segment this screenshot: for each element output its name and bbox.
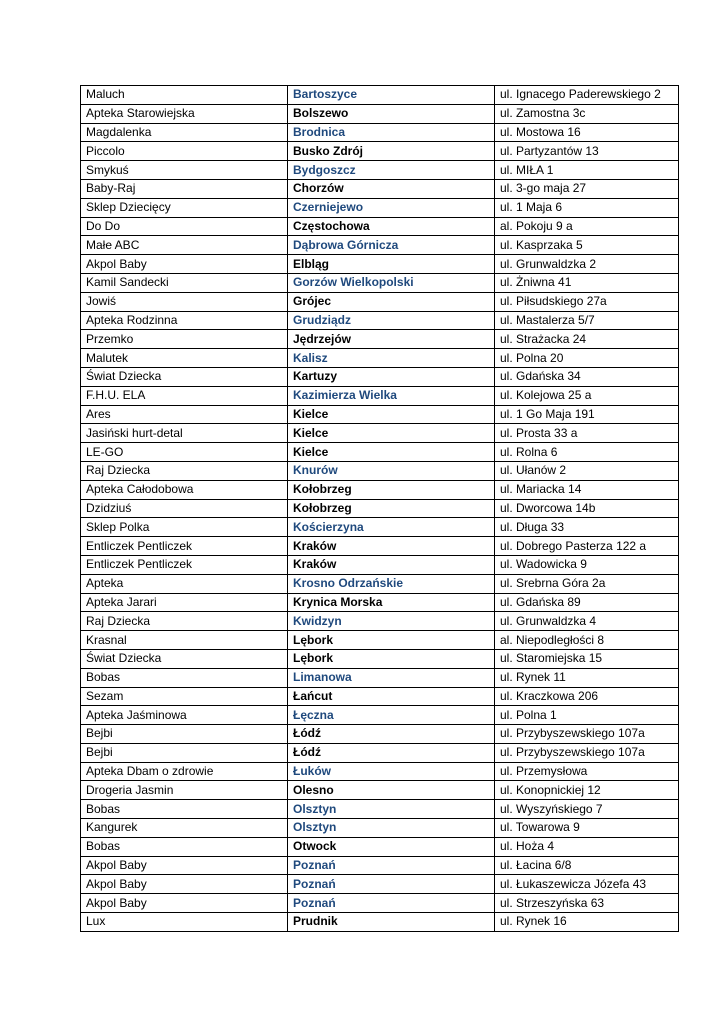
store-name-cell: Lux: [81, 913, 288, 932]
table-row: [81, 142, 679, 161]
store-name-cell: Apteka Dbam o zdrowie: [81, 762, 288, 781]
address-cell: ul. Strażacka 24: [495, 330, 679, 349]
address-cell: ul. Grunwaldzka 2: [495, 255, 679, 274]
address-cell: ul. Polna 20: [495, 349, 679, 368]
store-name-cell: Akpol Baby: [81, 894, 288, 913]
table-row: [81, 913, 679, 932]
table-row: [81, 499, 679, 518]
table-row: [81, 518, 679, 537]
address-cell: ul. Rolna 6: [495, 443, 679, 462]
city-cell: Olsztyn: [288, 819, 495, 838]
city-cell: Grudziądz: [288, 311, 495, 330]
store-name-cell: Akpol Baby: [81, 255, 288, 274]
store-name-cell: Akpol Baby: [81, 875, 288, 894]
store-name-cell: Kangurek: [81, 819, 288, 838]
city-cell: Brodnica: [288, 123, 495, 142]
address-cell: ul. Łukaszewicza Józefa 43: [495, 875, 679, 894]
store-name-cell: LE-GO: [81, 443, 288, 462]
address-cell: ul. Ignacego Paderewskiego 2: [495, 86, 679, 105]
city-cell: Łańcut: [288, 687, 495, 706]
address-cell: ul. Kasprzaka 5: [495, 236, 679, 255]
city-cell: Kielce: [288, 405, 495, 424]
store-name-cell: Raj Dziecka: [81, 461, 288, 480]
city-cell: Łuków: [288, 762, 495, 781]
city-cell: Łęczna: [288, 706, 495, 725]
store-name-cell: Ares: [81, 405, 288, 424]
address-cell: ul. Prosta 33 a: [495, 424, 679, 443]
city-cell: Poznań: [288, 856, 495, 875]
table-row: [81, 837, 679, 856]
table-row: [81, 330, 679, 349]
store-name-cell: Jasiński hurt-detal: [81, 424, 288, 443]
address-cell: ul. Partyzantów 13: [495, 142, 679, 161]
address-cell: ul. Żniwna 41: [495, 273, 679, 292]
city-cell: Kartuzy: [288, 367, 495, 386]
store-name-cell: Kamil Sandecki: [81, 273, 288, 292]
address-cell: ul. Długa 33: [495, 518, 679, 537]
store-name-cell: Krasnal: [81, 631, 288, 650]
city-cell: Otwock: [288, 837, 495, 856]
table-row: [81, 894, 679, 913]
address-cell: ul. Przemysłowa: [495, 762, 679, 781]
store-name-cell: Do Do: [81, 217, 288, 236]
store-table: [80, 85, 679, 932]
store-name-cell: Sklep Polka: [81, 518, 288, 537]
store-name-cell: Apteka Jaśminowa: [81, 706, 288, 725]
address-cell: al. Pokoju 9 a: [495, 217, 679, 236]
store-name-cell: Dzidziuś: [81, 499, 288, 518]
table-row: [81, 349, 679, 368]
address-cell: ul. Polna 1: [495, 706, 679, 725]
city-cell: Łódź: [288, 725, 495, 744]
address-cell: ul. Ułanów 2: [495, 461, 679, 480]
city-cell: Kielce: [288, 424, 495, 443]
store-name-cell: Apteka Rodzinna: [81, 311, 288, 330]
address-cell: ul. Grunwaldzka 4: [495, 612, 679, 631]
table-row: [81, 781, 679, 800]
address-cell: ul. Kolejowa 25 a: [495, 386, 679, 405]
table-row: [81, 687, 679, 706]
table-row: [81, 743, 679, 762]
store-name-cell: Apteka: [81, 574, 288, 593]
store-name-cell: Entliczek Pentliczek: [81, 537, 288, 556]
address-cell: ul. Mastalerza 5/7: [495, 311, 679, 330]
table-row: [81, 179, 679, 198]
address-cell: ul. Przybyszewskiego 107a: [495, 743, 679, 762]
store-name-cell: Świat Dziecka: [81, 367, 288, 386]
table-row: [81, 819, 679, 838]
city-cell: Olesno: [288, 781, 495, 800]
city-cell: Poznań: [288, 875, 495, 894]
table-row: [81, 292, 679, 311]
city-cell: Bolszewo: [288, 104, 495, 123]
city-cell: Kościerzyna: [288, 518, 495, 537]
address-cell: ul. Srebrna Góra 2a: [495, 574, 679, 593]
store-name-cell: Drogeria Jasmin: [81, 781, 288, 800]
table-row: [81, 800, 679, 819]
store-name-cell: Apteka Całodobowa: [81, 480, 288, 499]
table-row: [81, 311, 679, 330]
address-cell: ul. Kraczkowa 206: [495, 687, 679, 706]
address-cell: ul. Mariacka 14: [495, 480, 679, 499]
address-cell: ul. Mostowa 16: [495, 123, 679, 142]
city-cell: Olsztyn: [288, 800, 495, 819]
store-name-cell: Przemko: [81, 330, 288, 349]
city-cell: Prudnik: [288, 913, 495, 932]
city-cell: Krynica Morska: [288, 593, 495, 612]
city-cell: Dąbrowa Górnicza: [288, 236, 495, 255]
store-name-cell: Bobas: [81, 800, 288, 819]
address-cell: ul. MIŁA 1: [495, 161, 679, 180]
city-cell: Poznań: [288, 894, 495, 913]
city-cell: Lębork: [288, 631, 495, 650]
store-name-cell: Jowiś: [81, 292, 288, 311]
city-cell: Lębork: [288, 649, 495, 668]
address-cell: ul. Dobrego Pasterza 122 a: [495, 537, 679, 556]
table-row: [81, 273, 679, 292]
city-cell: Grójec: [288, 292, 495, 311]
store-name-cell: Apteka Jarari: [81, 593, 288, 612]
address-cell: ul. 1 Go Maja 191: [495, 405, 679, 424]
city-cell: Elbląg: [288, 255, 495, 274]
table-row: [81, 875, 679, 894]
table-row: [81, 856, 679, 875]
store-name-cell: Apteka Starowiejska: [81, 104, 288, 123]
table-row: [81, 198, 679, 217]
address-cell: ul. Wadowicka 9: [495, 555, 679, 574]
table-row: [81, 725, 679, 744]
city-cell: Kraków: [288, 555, 495, 574]
table-row: [81, 367, 679, 386]
table-row: [81, 574, 679, 593]
address-cell: ul. Piłsudskiego 27a: [495, 292, 679, 311]
address-cell: ul. Zamostna 3c: [495, 104, 679, 123]
address-cell: ul. Towarowa 9: [495, 819, 679, 838]
table-row: [81, 123, 679, 142]
address-cell: ul. Strzeszyńska 63: [495, 894, 679, 913]
city-cell: Knurów: [288, 461, 495, 480]
address-cell: ul. Rynek 11: [495, 668, 679, 687]
store-name-cell: Malutek: [81, 349, 288, 368]
table-row: [81, 86, 679, 105]
store-name-cell: Bobas: [81, 837, 288, 856]
store-name-cell: F.H.U. ELA: [81, 386, 288, 405]
city-cell: Bartoszyce: [288, 86, 495, 105]
table-row: [81, 386, 679, 405]
city-cell: Kalisz: [288, 349, 495, 368]
address-cell: ul. Konopnickiej 12: [495, 781, 679, 800]
city-cell: Częstochowa: [288, 217, 495, 236]
table-row: [81, 236, 679, 255]
city-cell: Jędrzejów: [288, 330, 495, 349]
address-cell: ul. Staromiejska 15: [495, 649, 679, 668]
store-name-cell: Małe ABC: [81, 236, 288, 255]
table-row: [81, 255, 679, 274]
city-cell: Chorzów: [288, 179, 495, 198]
city-cell: Kielce: [288, 443, 495, 462]
city-cell: Bydgoszcz: [288, 161, 495, 180]
store-name-cell: Akpol Baby: [81, 856, 288, 875]
table-row: [81, 104, 679, 123]
address-cell: al. Niepodległości 8: [495, 631, 679, 650]
table-row: [81, 668, 679, 687]
table-row: [81, 537, 679, 556]
store-name-cell: Świat Dziecka: [81, 649, 288, 668]
city-cell: Czerniejewo: [288, 198, 495, 217]
store-name-cell: Smykuś: [81, 161, 288, 180]
city-cell: Kołobrzeg: [288, 480, 495, 499]
address-cell: ul. Łacina 6/8: [495, 856, 679, 875]
address-cell: ul. 3-go maja 27: [495, 179, 679, 198]
city-cell: Gorzów Wielkopolski: [288, 273, 495, 292]
address-cell: ul. 1 Maja 6: [495, 198, 679, 217]
table-row: [81, 161, 679, 180]
table-row: [81, 649, 679, 668]
city-cell: Busko Zdrój: [288, 142, 495, 161]
store-table-body: [81, 86, 679, 932]
table-row: [81, 461, 679, 480]
table-row: [81, 405, 679, 424]
address-cell: ul. Wyszyńskiego 7: [495, 800, 679, 819]
store-name-cell: Bejbi: [81, 743, 288, 762]
address-cell: ul. Przybyszewskiego 107a: [495, 725, 679, 744]
table-row: [81, 424, 679, 443]
store-name-cell: Magdalenka: [81, 123, 288, 142]
table-row: [81, 762, 679, 781]
table-row: [81, 706, 679, 725]
store-name-cell: Baby-Raj: [81, 179, 288, 198]
table-row: [81, 631, 679, 650]
city-cell: Limanowa: [288, 668, 495, 687]
store-name-cell: Sklep Dziecięcy: [81, 198, 288, 217]
table-row: [81, 217, 679, 236]
city-cell: Krosno Odrzańskie: [288, 574, 495, 593]
table-row: [81, 593, 679, 612]
city-cell: Kazimierza Wielka: [288, 386, 495, 405]
table-row: [81, 443, 679, 462]
address-cell: ul. Dworcowa 14b: [495, 499, 679, 518]
address-cell: ul. Gdańska 89: [495, 593, 679, 612]
store-name-cell: Maluch: [81, 86, 288, 105]
address-cell: ul. Hoża 4: [495, 837, 679, 856]
city-cell: Kołobrzeg: [288, 499, 495, 518]
city-cell: Łódź: [288, 743, 495, 762]
city-cell: Kwidzyn: [288, 612, 495, 631]
table-row: [81, 480, 679, 499]
store-name-cell: Bejbi: [81, 725, 288, 744]
address-cell: ul. Rynek 16: [495, 913, 679, 932]
table-row: [81, 612, 679, 631]
table-row: [81, 555, 679, 574]
store-name-cell: Bobas: [81, 668, 288, 687]
store-name-cell: Sezam: [81, 687, 288, 706]
store-name-cell: Raj Dziecka: [81, 612, 288, 631]
city-cell: Kraków: [288, 537, 495, 556]
store-name-cell: Entliczek Pentliczek: [81, 555, 288, 574]
address-cell: ul. Gdańska 34: [495, 367, 679, 386]
store-name-cell: Piccolo: [81, 142, 288, 161]
